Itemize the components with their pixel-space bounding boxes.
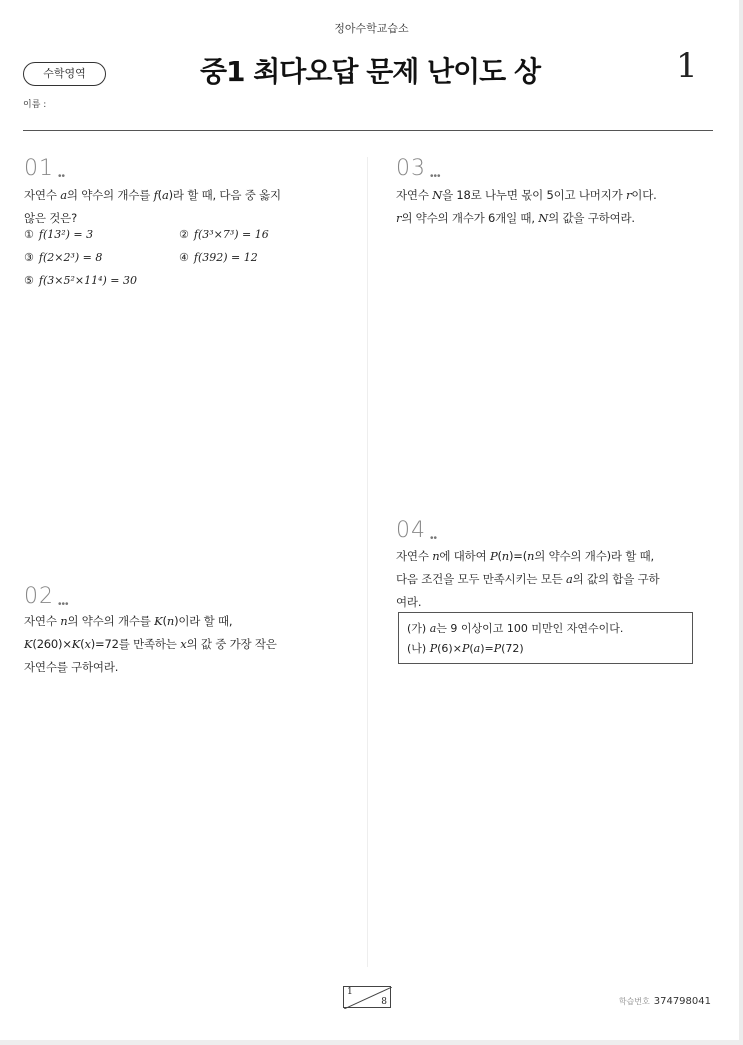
academy-name: 정아수학교습소 bbox=[334, 22, 409, 35]
question-text-03 bbox=[396, 184, 706, 230]
question-line: 여라. bbox=[396, 595, 422, 609]
column-divider bbox=[367, 157, 368, 967]
question-line: K(260)×K(x)=72를 만족하는 x의 값 중 가장 작은 bbox=[24, 637, 277, 651]
choice-4[interactable]: ④ f(392) = 12 bbox=[179, 251, 258, 264]
page-indicator bbox=[343, 986, 391, 1008]
difficulty-dots: ••• bbox=[430, 171, 441, 182]
pager-current: 1 bbox=[347, 987, 353, 997]
subject-pill: 수학영역 bbox=[23, 62, 106, 86]
choice-5[interactable]: ⑤ f(3×5²×11⁴) = 30 bbox=[24, 274, 137, 287]
question-line: r의 약수의 개수가 6개일 때, N의 값을 구하여라. bbox=[396, 211, 635, 225]
difficulty-dots: •• bbox=[58, 171, 66, 182]
page-bottom-shadow bbox=[0, 1040, 743, 1045]
page-edge-shadow bbox=[739, 0, 743, 1045]
question-number-03: 03 ••• bbox=[396, 156, 441, 182]
question-line: 자연수를 구하여라. bbox=[24, 660, 119, 674]
question-line: 자연수 a의 약수의 개수를 f(a)라 할 때, 다음 중 옳지 bbox=[24, 188, 281, 202]
learning-number-label: 학습번호 bbox=[618, 997, 650, 1006]
question-line: 자연수 n의 약수의 개수를 K(n)이라 할 때, bbox=[24, 614, 233, 628]
header-divider bbox=[23, 130, 713, 131]
question-line: 자연수 n에 대하여 P(n)=(n의 약수의 개수)라 할 때, bbox=[396, 549, 654, 563]
name-label: 이름 : bbox=[23, 100, 47, 110]
condition-ga: (가) a는 9 이상이고 100 미만인 자연수이다. bbox=[407, 622, 624, 635]
question-text-04 bbox=[396, 545, 706, 614]
question-number-02: 02 ••• bbox=[24, 584, 69, 610]
difficulty-dots: ••• bbox=[58, 599, 69, 610]
question-line: 자연수 N을 18로 나누면 몫이 5이고 나머지가 r이다. bbox=[396, 188, 657, 202]
question-number-01: 01 •• bbox=[24, 156, 66, 182]
page-title: 중1 최다오답 문제 난이도 상 bbox=[199, 55, 540, 88]
question-text-02 bbox=[24, 610, 344, 679]
choice-3[interactable]: ③ f(2×2³) = 8 bbox=[24, 251, 103, 264]
choice-1[interactable]: ① f(13²) = 3 bbox=[24, 228, 94, 241]
question-number-04: 04 •• bbox=[396, 518, 438, 544]
difficulty-dots: •• bbox=[430, 533, 438, 544]
question-line: 않은 것은? bbox=[24, 211, 77, 225]
learning-number bbox=[619, 996, 711, 1007]
condition-box bbox=[398, 612, 693, 664]
pager-total: 8 bbox=[381, 997, 387, 1007]
condition-na: (나) P(6)×P(a)=P(72) bbox=[407, 642, 524, 655]
page-number: 1 bbox=[676, 46, 698, 86]
question-line: 다음 조건을 모두 만족시키는 모든 a의 값의 합을 구하 bbox=[396, 572, 660, 586]
learning-number-value: 374798041 bbox=[653, 996, 711, 1007]
question-text-01 bbox=[24, 184, 344, 230]
choice-2[interactable]: ② f(3³×7³) = 16 bbox=[179, 228, 269, 241]
